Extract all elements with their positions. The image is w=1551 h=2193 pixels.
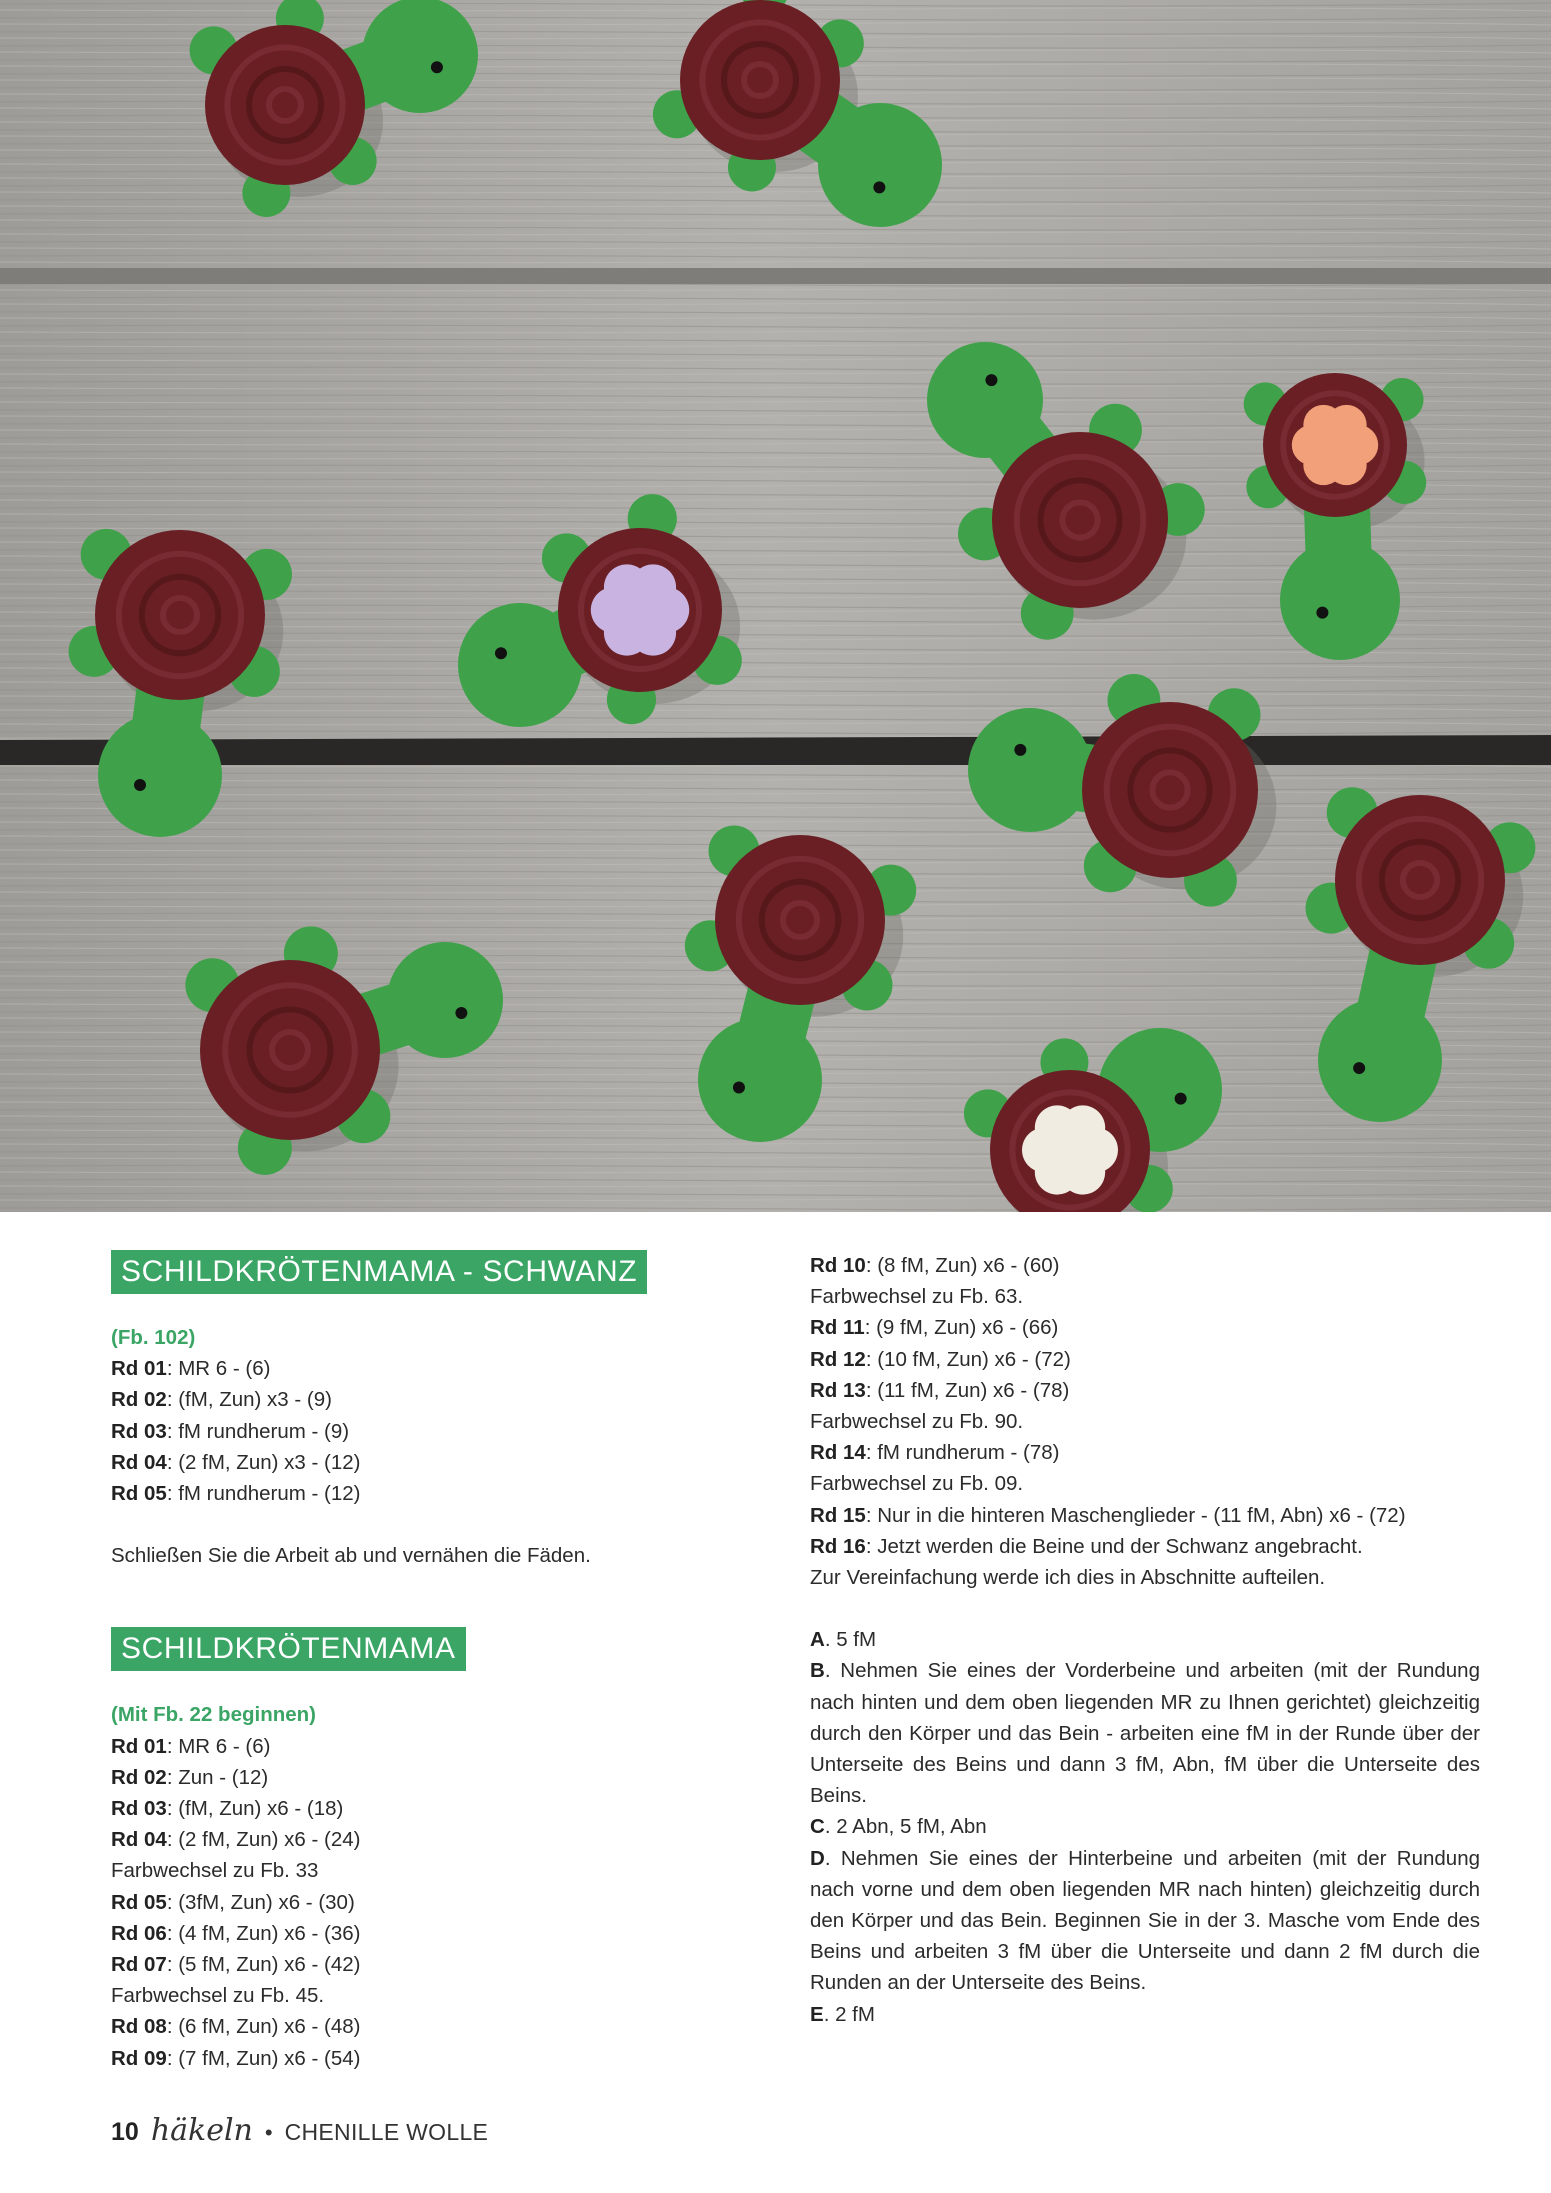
row-text: : (7 fM, Zun) x6 - (54): [166, 2046, 361, 2070]
instruction-row: [111, 2043, 671, 2074]
row-label: Rd 08: [111, 2015, 167, 2039]
row-label: Rd 05: [111, 1482, 167, 1506]
row-text: : fM rundherum - (78): [865, 1441, 1060, 1465]
row-label: Rd 05: [111, 1890, 167, 1914]
row-label: Rd 03: [111, 1797, 167, 1821]
turtle-eye: [1353, 1062, 1365, 1074]
row-label: Rd 01: [111, 1357, 167, 1381]
instruction-row: [810, 1500, 1480, 1531]
instruction-row: [810, 1312, 1480, 1343]
board-gap-2: [0, 735, 1551, 770]
row-text: Farbwechsel zu Fb. 63.: [810, 1285, 1024, 1309]
row-text: Farbwechsel zu Fb. 33: [111, 1859, 319, 1883]
instruction-row: [810, 1468, 1480, 1499]
instruction-row: [111, 1731, 671, 1762]
row-text: Farbwechsel zu Fb. 45.: [111, 1984, 325, 2008]
instruction-row: [810, 1375, 1480, 1406]
row-label: D: [810, 1846, 825, 1870]
row-label: E: [810, 2002, 824, 2026]
row-label: Rd 15: [810, 1503, 866, 1527]
row-label: Rd 01: [111, 1734, 167, 1758]
row-text: . 2 fM: [823, 2002, 875, 2026]
instruction-row: [810, 1562, 1480, 1593]
row-text: : (9 fM, Zun) x6 - (66): [864, 1316, 1059, 1340]
row-text: Farbwechsel zu Fb. 09.: [810, 1472, 1024, 1496]
row-text: : (3fM, Zun) x6 - (30): [166, 1890, 355, 1914]
row-label: Rd 12: [810, 1347, 866, 1371]
row-text: : (11 fM, Zun) x6 - (78): [865, 1378, 1070, 1402]
row-text: : (fM, Zun) x3 - (9): [166, 1388, 332, 1412]
row-text: : (5 fM, Zun) x6 - (42): [166, 1953, 361, 1977]
page-number: 10: [111, 2118, 139, 2146]
row-label: Rd 06: [111, 1921, 167, 1945]
instruction-row: [810, 1811, 1480, 1842]
row-text: : (4 fM, Zun) x6 - (36): [166, 1921, 361, 1945]
instruction-row: [810, 1437, 1480, 1468]
instruction-row: [111, 1918, 671, 1949]
row-label: Rd 03: [111, 1419, 167, 1443]
row-text: Zur Vereinfachung werde ich dies in Abschnitte aufteilen.: [810, 1566, 1326, 1590]
finish-note: Schließen Sie die Arbeit ab und vernähen die Fäden.: [111, 1544, 591, 1568]
instruction-row: [810, 1344, 1480, 1375]
instruction-row: [111, 1447, 671, 1478]
instruction-row: [810, 1281, 1480, 1312]
turtle-eye: [431, 61, 443, 73]
row-text: : fM rundherum - (9): [166, 1419, 350, 1443]
row-label: Rd 13: [810, 1378, 866, 1402]
row-text: : (8 fM, Zun) x6 - (60): [865, 1254, 1060, 1277]
turtle-eye: [455, 1007, 467, 1019]
page-footer: [111, 2113, 488, 2153]
row-label: C: [810, 1815, 825, 1839]
turtle-eye: [1316, 607, 1328, 619]
instruction-row: [810, 1406, 1480, 1437]
row-text: : Nur in die hinteren Maschenglieder - (11 fM, Abn) x6 - (72): [865, 1503, 1406, 1527]
instruction-row: [810, 1843, 1480, 1999]
board-gap-1: [0, 268, 1551, 284]
turtle-eye: [873, 181, 885, 193]
magazine-logo: häkeln: [150, 2113, 253, 2148]
start-color-note: (Mit Fb. 22 beginnen): [111, 1703, 316, 1727]
row-label: Rd 02: [111, 1388, 167, 1412]
footer-separator: •: [264, 2120, 273, 2145]
instruction-row: [111, 1887, 671, 1918]
footer-title: CHENILLE WOLLE: [284, 2119, 489, 2145]
row-text: . 5 fM: [824, 1628, 877, 1652]
row-label: Rd 07: [111, 1953, 167, 1977]
tail-rows: [111, 1353, 671, 1509]
continued-rows: [810, 1250, 1480, 1593]
instruction-row: [111, 1855, 671, 1886]
row-label: Rd 04: [111, 1828, 167, 1852]
row-text: : MR 6 - (6): [166, 1357, 271, 1381]
row-label: B: [810, 1659, 825, 1683]
row-label: A: [810, 1628, 825, 1652]
row-text: : (10 fM, Zun) x6 - (72): [865, 1347, 1071, 1371]
section-heading-tail: SCHILDKRÖTENMAMA - SCHWANZ: [111, 1250, 647, 1294]
row-label: Rd 11: [810, 1316, 865, 1340]
row-text: : (6 fM, Zun) x6 - (48): [166, 2015, 361, 2039]
instruction-row: [810, 1999, 1480, 2030]
turtle-eye: [1014, 744, 1026, 756]
left-column: [111, 1250, 671, 2074]
row-label: Rd 16: [810, 1534, 866, 1558]
row-text: : (fM, Zun) x6 - (18): [166, 1797, 344, 1821]
instruction-row: [111, 1824, 671, 1855]
turtle-eye: [495, 647, 507, 659]
color-note: (Fb. 102): [111, 1326, 196, 1349]
instruction-row: [111, 1980, 671, 2011]
instruction-row: [111, 1793, 671, 1824]
instruction-row: [111, 1949, 671, 1980]
instruction-row: [810, 1655, 1480, 1811]
row-text: : Zun - (12): [166, 1765, 269, 1789]
row-text: : MR 6 - (6): [166, 1734, 271, 1758]
assembly-steps: [810, 1624, 1480, 2030]
row-label: Rd 14: [810, 1441, 866, 1465]
instruction-row: [111, 1384, 671, 1415]
row-text: . 2 Abn, 5 fM, Abn: [824, 1815, 987, 1839]
instruction-row: [810, 1531, 1480, 1562]
row-label: Rd 02: [111, 1765, 167, 1789]
instruction-row: [810, 1250, 1480, 1281]
turtle-eye: [733, 1082, 745, 1094]
row-text: : Jetzt werden die Beine und der Schwanz angebracht.: [865, 1534, 1363, 1558]
instruction-row: [111, 1416, 671, 1447]
row-text: . Nehmen Sie eines der Hinterbeine und arbeiten (mit der Rundung nach vorne und dem oben liegenden MR nach hinten) gleichzeitig durch den Körper und das Bein. Beginnen Sie in der 3. Masche vom Ende des Beins und arbeiten 3 fM über die Unterseite und dann 2 fM durch die Runden an der Unterseite des Beins.: [810, 1846, 1480, 1995]
row-label: Rd 09: [111, 2046, 167, 2070]
row-text: . Nehmen Sie eines der Vorderbeine und arbeiten (mit der Rundung nach hinten und dem oben liegenden MR zu Ihnen gerichtet) gleichzeitig durch den Körper und das Bein - arbeiten eine fM in der Runde über der Unterseite des Beins und dann 3 fM, Abn, fM über die Unterseite des Beins.: [810, 1659, 1480, 1808]
instruction-row: [111, 2011, 671, 2042]
row-label: Rd 10: [810, 1254, 866, 1277]
row-text: : fM rundherum - (12): [166, 1482, 361, 1506]
instruction-row: [111, 1762, 671, 1793]
instruction-row: [111, 1478, 671, 1509]
row-text: : (2 fM, Zun) x3 - (12): [166, 1450, 361, 1474]
section-heading-turtle: SCHILDKRÖTENMAMA: [111, 1627, 466, 1671]
right-column: [810, 1250, 1480, 2030]
instruction-row: [111, 1353, 671, 1384]
turtle-rows: [111, 1731, 671, 2074]
turtle-eye: [985, 374, 997, 386]
turtle-eye: [1175, 1093, 1187, 1105]
row-text: Farbwechsel zu Fb. 90.: [810, 1410, 1024, 1434]
row-label: Rd 04: [111, 1450, 167, 1474]
turtle-eye: [134, 779, 146, 791]
row-text: : (2 fM, Zun) x6 - (24): [166, 1828, 361, 1852]
instruction-row: [810, 1624, 1480, 1655]
